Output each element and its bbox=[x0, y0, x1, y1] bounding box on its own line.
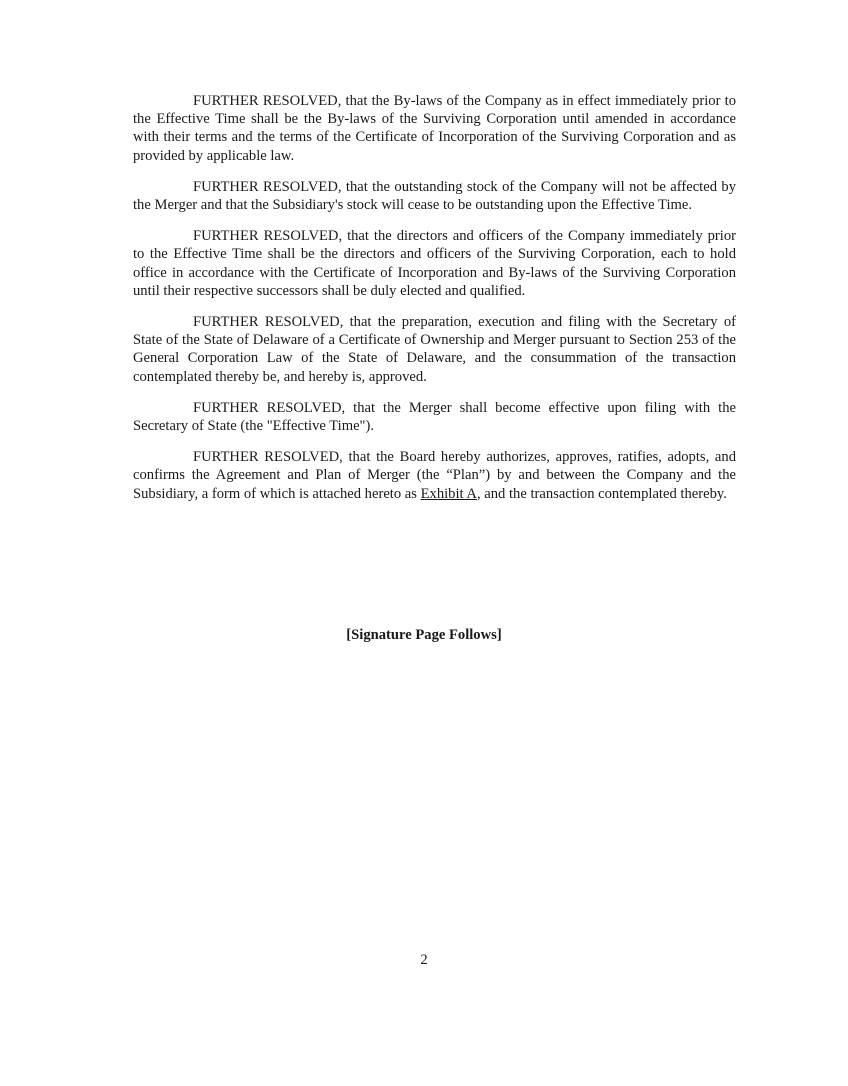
resolution-paragraph-directors-officers: FURTHER RESOLVED, that the directors and officers of the Company immediately prior to the Effective Time shall be the directors and officers of the Surviving Corporation, each to hold office in accordance with the Certificate of Incorporation and By-laws of the Surviving Corporation until their respective successors shall be duly elected and qualified. bbox=[133, 228, 736, 299]
resolution-paragraph-stock: FURTHER RESOLVED, that the outstanding stock of the Company will not be affected by the Merger and that the Subsidiary's stock will cease to be outstanding upon the Effective Time. bbox=[133, 178, 736, 214]
exhibit-a-reference: Exhibit A bbox=[420, 485, 477, 502]
resolution-paragraph-filing: FURTHER RESOLVED, that the preparation, execution and filing with the Secretary of State of the State of Delaware of a Certificate of Ownership and Merger pursuant to Section 253 of the General Corporation Law of the State of Delaware, and the consummation of the transaction contemplated thereby be, and hereby is, approved. bbox=[133, 314, 736, 385]
page-number: 2 bbox=[420, 952, 428, 968]
plan-text-after: , and the transaction contemplated thereby. bbox=[476, 485, 727, 502]
resolution-paragraph-plan-of-merger bbox=[133, 448, 736, 503]
plan-text-before: FURTHER RESOLVED, that the Board hereby authorizes, approves, ratifies, adopts, and confirms the Agreement and Plan of Merger (the “Plan”) by and between the Company and the Subsidiary, a form of which is attached hereto as bbox=[133, 449, 736, 502]
resolution-paragraph-effective-time: FURTHER RESOLVED, that the Merger shall become effective upon filing with the Secretary of State (the "Effective Time"). bbox=[133, 399, 736, 435]
signature-page-notice: [Signature Page Follows] bbox=[346, 627, 502, 643]
resolution-paragraph-bylaws: FURTHER RESOLVED, that the By-laws of the Company as in effect immediately prior to the Effective Time shall be the By-laws of the Surviving Corporation until amended in accordance with their terms and the terms of the Certificate of Incorporation of the Surviving Corporation and as provided by applicable law. bbox=[133, 93, 736, 164]
resolutions-body bbox=[133, 92, 736, 516]
